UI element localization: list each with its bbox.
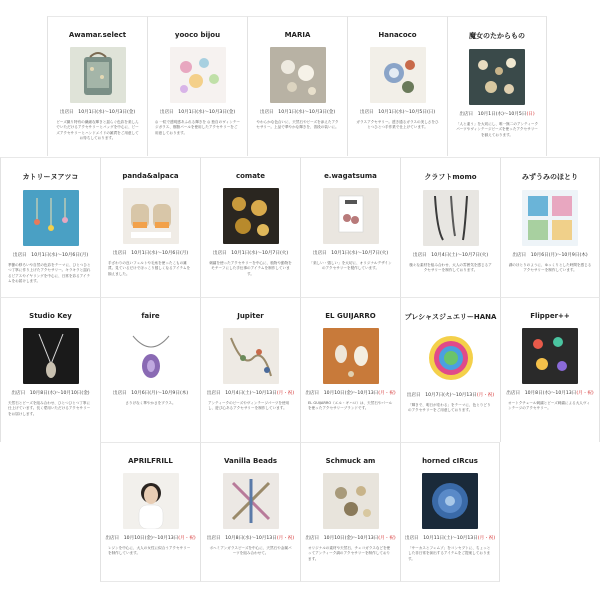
shop-name: faire [141, 312, 160, 320]
shop-description: 「楽しい・嬉しい」を大切に、オリジナルデザインのアクセサリーを製作しています。 [309, 261, 392, 271]
shop-card[interactable] [300, 442, 400, 582]
shop-name: 魔女のたからもの [469, 32, 525, 40]
shop-photo [323, 328, 379, 384]
shop-description: ◎ 一粒で透明感あふれる輝きを ◎ 独自のヴィンテージガラス、樹脂パールを使用したアクセサリーをご用意しております。 [155, 120, 240, 135]
shop-card[interactable] [200, 442, 300, 582]
shop-name: Jupiter [237, 312, 264, 320]
shop-photo [323, 473, 379, 529]
shop-card[interactable] [100, 297, 200, 442]
shop-card[interactable] [400, 157, 500, 297]
shop-dates: 出店日 10月10日(金)〜10月13日(月・祝) [105, 536, 196, 541]
shop-dates: 出店日 10月1日(水)〜10月6日(月) [112, 251, 189, 256]
shop-name: panda&alpaca [122, 172, 179, 180]
shop-name: みずうみのほとり [522, 173, 578, 181]
shop-description: 季節の移ろいや自然の色彩をテーマに、ひとつひとつ丁寧に作り上げたアクセサリー。キラキラと揺れるピアスやイヤリングを中心に、日常を彩るアイテムをお届けします。 [8, 263, 91, 284]
shop-card[interactable] [447, 16, 547, 156]
shop-description: 様々な素材を組み合わせ、大人の雰囲気を感じるアクセサリーを制作しております。 [409, 263, 492, 273]
shop-dates: 出店日 10月8日(水)〜10月10日(金) [11, 391, 90, 396]
shop-photo [223, 328, 279, 384]
shop-dates: 出店日 10月6日(月)〜10月9日(木) [112, 391, 189, 396]
shop-dates: 出店日 10月1日(水)〜10月3日(金) [259, 110, 336, 115]
shop-dates: 出店日 10月10日(金)〜10月13日(月・祝) [305, 391, 396, 396]
shop-photo [123, 188, 179, 244]
shop-name: EL GUIJARRO [325, 312, 376, 320]
shop-description: 刺繍を使ったアクセサリーを中心に、植物や動物をモチーフにした手仕事のアイテムを制作しています。 [209, 261, 292, 276]
shop-name: Vanilla Beads [223, 457, 278, 465]
shop-description: EL GUIJARRO（エル・ギハロ）は、天然石やパールを使ったアクセサリーブランドです。 [308, 401, 393, 411]
shop-dates: 出店日 10月1日(水)〜10月7日(火) [212, 251, 289, 256]
shop-dates: 出店日 10月4日(土)〜10月13日(月・祝) [206, 391, 295, 396]
shop-photo [423, 330, 479, 386]
shop-dates: 出店日 10月1日(水)〜10月6日(月) [12, 253, 89, 258]
shop-photo [70, 47, 126, 103]
shop-photo [323, 188, 379, 244]
shop-photo [423, 190, 479, 246]
shop-card[interactable] [500, 297, 600, 442]
shop-photo [522, 328, 578, 384]
shop-dates: 出店日 10月11日(土)〜10月13日(月・祝) [404, 536, 496, 541]
shop-photo [23, 328, 79, 384]
shop-card[interactable] [147, 16, 247, 156]
shop-card[interactable] [200, 297, 300, 442]
shop-name: Flipper++ [530, 312, 570, 320]
shop-dates: 出店日 10月8日(水)〜10月13日(月・祝) [206, 536, 295, 541]
shop-card[interactable] [247, 16, 347, 156]
shop-dates: 出店日 10月1日(水)〜10月5日(日) [359, 110, 436, 115]
shop-description: さりげなく華やかさをプラス。 [125, 401, 176, 405]
shop-description: 「サーカスとフェムゾ」をコンセプトに、ちょっとした非日常を演出するアイテムをご提案しております。 [408, 546, 491, 561]
shop-dates: 出店日 10月1日(水)〜10月5日(日) [459, 112, 535, 117]
shop-dates: 出店日 10月10日(金)〜10月13日(月・祝) [305, 536, 396, 541]
shop-description: 「輝きで、明日が変わる」をテーマに、色とりどりのアクセサリーをご用意しております。 [408, 403, 491, 413]
shop-card[interactable] [300, 157, 400, 297]
shop-photo [270, 47, 326, 103]
shop-photo [223, 473, 279, 529]
shop-description: アンティークのビーズやヴィンテージパーツを使用し、遊び心あるアクセサリーを制作しています。 [208, 401, 290, 411]
shop-card[interactable] [500, 157, 600, 297]
shop-photo [123, 328, 179, 384]
shop-description: オリジナルの素材や天然石、チェコガラスなどを使ってアンティーク調のアクセサリーを制作しております。 [308, 546, 391, 561]
shop-photo [370, 47, 426, 103]
shop-photo [522, 190, 578, 246]
shop-card[interactable] [0, 157, 100, 297]
shop-name: MARIA [284, 31, 311, 39]
shop-description: 湖のほとりのように、ゆっくりとした時間を感じるアクセサリーを制作しています。 [508, 263, 592, 273]
shop-card[interactable] [100, 442, 200, 582]
shop-photo [469, 49, 525, 105]
shop-dates: 出店日 10月7日(火)〜10月13日(月・祝) [406, 393, 495, 398]
shop-name: APRILFRILL [128, 457, 173, 465]
shop-card[interactable] [100, 157, 200, 297]
shop-photo [23, 190, 79, 246]
shop-card[interactable] [400, 442, 500, 582]
shop-dates: 出店日 10月4日(土)〜10月7日(火) [412, 253, 489, 258]
shop-photo [223, 188, 279, 244]
shop-photo [422, 473, 478, 529]
shop-photo [170, 47, 226, 103]
shop-name: Schmuck am [325, 457, 376, 465]
shop-name: horned cIRcus [422, 457, 478, 465]
shop-description: レジンを中心に、大人の女性に似合うアクセサリーを制作しています。 [108, 546, 191, 556]
shop-card[interactable] [0, 297, 100, 442]
shop-name: comate [235, 172, 266, 180]
shop-dates: 出店日 10月1日(水)〜10月3日(金) [59, 110, 136, 115]
shop-description: 天然石とビーズを組み合わせ、ひとつひとつ丁寧に仕上げています。長く愛用いただけるアクセサリーをお届けします。 [8, 401, 91, 416]
shop-name: Studio Key [29, 312, 72, 320]
shop-description: 「人と違う」を大切にし、唯一無二のアンティークパーツやヴィンテージビーズを使ったアクセサリーを揃えております。 [455, 122, 539, 137]
shop-name: e.wagatsuma [324, 172, 377, 180]
shop-name: クラフトmomo [424, 173, 477, 181]
shop-description: ボヘミアンガラスビーズを中心に、天然石や金属パーツを組み合わせて。 [209, 546, 292, 556]
shop-description: 手ざわりの良いフェルトや毛糸を使ったこもの雑貨。見ているだけでほっこり嬉しくなるアイテムを揃えました。 [108, 261, 191, 276]
shop-description: やわらかな色合いに、天然石やビーズを添えたアクセサリー。上品で華やかな輝きを、普段の装いに。 [256, 120, 339, 130]
shop-dates: 出店日 10月1日(水)〜10月3日(金) [159, 110, 236, 115]
shop-card[interactable] [347, 16, 447, 156]
shop-card[interactable] [47, 16, 147, 156]
shop-card[interactable] [200, 157, 300, 297]
shop-name: カトリーヌアツコ [22, 173, 79, 181]
shop-description: ビーズ織り特有の繊細な輝きと揺らぐ色彩を楽しんでいただけるアクセサリーとバッグを中心に、ピーズアクセサリーとハンドメイドの雑貨をご用意してお待ちしております。 [56, 120, 139, 141]
shop-card[interactable] [300, 297, 400, 442]
shop-dates: 出店日 10月6日(月)〜10月9日(木) [512, 253, 588, 258]
shop-dates: 出店日 10月8日(水)〜10月13日(月・祝) [506, 391, 594, 396]
shop-name: Awamar.select [68, 31, 127, 39]
shop-photo [123, 473, 179, 529]
shop-card[interactable] [400, 297, 500, 442]
shop-name: Hanacoco [378, 31, 417, 39]
shop-description: オートクチュール刺繍とビーズ刺繍による大人ヴィンテージのアクセサリー。 [508, 401, 590, 411]
shop-name: プレシャスジュエリーHANA [404, 313, 497, 321]
shop-name: yooco bijou [174, 31, 221, 39]
shop-dates: 出店日 10月1日(水)〜10月7日(火) [312, 251, 389, 256]
shop-description: ガラスアクセサリー。透き通るガラスの美しさをひとつひとつ手作業で仕上げています。 [356, 120, 439, 130]
